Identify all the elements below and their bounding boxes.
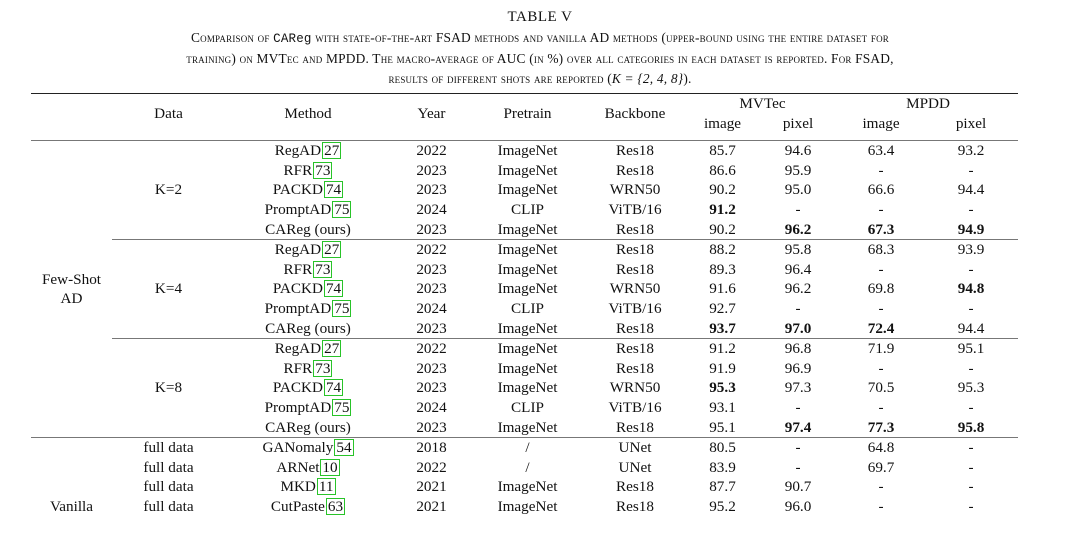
cell-method <box>225 180 391 200</box>
cell-mp-img: 69.8 <box>867 280 895 298</box>
section-vanilla <box>31 458 112 478</box>
cell-method <box>225 260 391 280</box>
cell-backbone: WRN50 <box>609 379 661 397</box>
cell-mp-pix: 94.4 <box>957 181 985 199</box>
table-row <box>31 338 1018 358</box>
cell-pretrain: CLIP <box>511 201 544 219</box>
citation-link[interactable]: 74 <box>325 280 342 298</box>
cell-mv-pix: 97.4 <box>784 418 812 436</box>
cell-mp-img: - <box>878 478 884 496</box>
cell-year: 2023 <box>416 359 447 377</box>
cell-pretrain: ImageNet <box>497 280 558 298</box>
cell-method <box>225 417 391 437</box>
cell-mv-img: 95.1 <box>709 418 736 436</box>
cell-mp-pix: - <box>924 437 1018 457</box>
cell-year: 2023 <box>416 220 447 238</box>
method-name: RegAD <box>274 241 322 259</box>
citation-link[interactable]: 10 <box>322 458 338 476</box>
section-vanilla <box>31 437 112 457</box>
cell-mv-img: 86.6 <box>709 161 736 179</box>
cell-mp-pix: - <box>968 458 974 476</box>
cell-backbone: WRN50 <box>609 280 661 298</box>
cell-year: 2023 <box>416 319 447 337</box>
cell-method <box>225 318 391 338</box>
cell-year: 2024 <box>416 201 447 219</box>
cell-year: 2021 <box>416 497 447 515</box>
method-name: PACKD <box>272 181 323 199</box>
cell-mv-img: 83.9 <box>709 458 736 476</box>
header-row-1 <box>31 94 1018 115</box>
cell-mv-img: 91.6 <box>709 280 736 298</box>
header-mvtec-image: image <box>703 115 742 132</box>
cell-mv-img: 90.2 <box>709 220 736 238</box>
cell-mp-pix: - <box>968 161 974 179</box>
header-mvtec-pixel: pixel <box>782 115 814 132</box>
cell-mp-img: 72.4 <box>867 319 895 337</box>
method-name: PromptAD <box>264 201 332 219</box>
cell-mp-pix: - <box>968 399 974 417</box>
cell-mv-pix: 96.0 <box>784 497 812 515</box>
cell-mv-pix: 94.6 <box>758 141 838 161</box>
citation-link[interactable]: 27 <box>324 340 340 358</box>
cell-mv-img: 95.2 <box>709 497 736 515</box>
cell-mv-pix: 97.0 <box>784 319 812 337</box>
header-section <box>31 94 112 135</box>
cell-mv-img: 90.2 <box>709 181 736 199</box>
results-body <box>31 141 1018 517</box>
citation-link[interactable]: 73 <box>315 161 331 179</box>
cell-mp-img: 70.5 <box>867 379 895 397</box>
method-name: PromptAD <box>264 399 332 417</box>
citation-link[interactable]: 75 <box>334 300 350 318</box>
cell-year: 2021 <box>416 478 447 496</box>
method-name: MKD <box>280 478 316 496</box>
cell-mv-img: 80.5 <box>687 437 758 457</box>
cell-mp-pix: 95.8 <box>957 418 985 436</box>
cell-backbone: Res18 <box>583 338 687 358</box>
cell-pretrain: ImageNet <box>497 220 558 238</box>
cell-mp-img: - <box>878 260 884 278</box>
cell-method <box>225 378 391 398</box>
cell-mp-pix: 93.9 <box>924 239 1018 259</box>
cell-year: 2022 <box>391 239 472 259</box>
cell-mp-img: 69.7 <box>867 458 895 476</box>
header-year: Year <box>391 94 472 135</box>
cell-backbone: ViTB/16 <box>608 399 662 417</box>
cell-mv-pix: 95.0 <box>784 181 812 199</box>
table-row <box>31 497 1018 517</box>
cell-mp-img: 64.8 <box>838 437 924 457</box>
cell-mp-pix: - <box>968 300 974 318</box>
cell-year: 2023 <box>416 161 447 179</box>
cell-mv-img: 95.3 <box>709 379 736 397</box>
cell-pretrain: ImageNet <box>497 478 558 496</box>
cell-mv-pix: - <box>758 437 838 457</box>
table-row <box>31 437 1018 457</box>
cell-data: full data <box>143 478 194 496</box>
cell-method <box>225 161 391 181</box>
cell-mv-pix: - <box>795 300 801 318</box>
cell-backbone: Res18 <box>616 319 654 337</box>
cell-backbone: UNet <box>583 437 687 457</box>
method-name: PACKD <box>272 379 323 397</box>
cell-year: 2023 <box>416 280 447 298</box>
cell-pretrain: ImageNet <box>497 161 558 179</box>
cell-backbone: ViTB/16 <box>608 201 662 219</box>
header-data: Data <box>112 94 225 135</box>
cell-mv-pix: - <box>795 458 801 476</box>
cell-mv-pix: 96.2 <box>784 220 812 238</box>
cell-pretrain: ImageNet <box>497 359 558 377</box>
cell-year: 2023 <box>416 379 447 397</box>
cell-backbone: Res18 <box>616 478 654 496</box>
group-label: K=8 <box>112 338 225 437</box>
cell-year: 2022 <box>391 141 472 161</box>
citation-link[interactable]: 75 <box>334 201 350 219</box>
cell-mv-img: 91.2 <box>687 338 758 358</box>
table-caption <box>20 8 1060 88</box>
group-label: K=4 <box>112 239 225 338</box>
table-row <box>31 477 1018 497</box>
cell-mv-img: 89.3 <box>709 260 736 278</box>
cell-pretrain: / <box>472 437 583 457</box>
method-name: GANomaly <box>262 439 334 457</box>
section-fewshot <box>31 141 112 438</box>
cell-backbone: Res18 <box>583 141 687 161</box>
table-row <box>31 239 1018 259</box>
cell-mp-pix: 95.3 <box>957 379 985 397</box>
citation-link[interactable]: 11 <box>318 478 334 496</box>
cell-mp-img: 71.9 <box>838 338 924 358</box>
cell-year: 2024 <box>416 300 447 318</box>
cell-mp-img: 63.4 <box>838 141 924 161</box>
cell-mv-pix: 95.9 <box>784 161 812 179</box>
method-name: RegAD <box>274 340 322 358</box>
cell-method <box>225 299 391 319</box>
cell-mv-pix: 96.8 <box>758 338 838 358</box>
method-name: RFR <box>283 161 313 179</box>
cell-backbone: WRN50 <box>609 181 661 199</box>
section-vanilla: Vanilla <box>49 497 94 515</box>
cell-year: 2018 <box>391 437 472 457</box>
cell-method <box>225 279 391 299</box>
table-row <box>31 458 1018 478</box>
cell-year: 2023 <box>416 260 447 278</box>
cell-pretrain: ImageNet <box>472 338 583 358</box>
cell-backbone: Res18 <box>616 220 654 238</box>
method-name: CutPaste <box>270 497 325 515</box>
cell-mv-img: 85.7 <box>687 141 758 161</box>
citation-link[interactable]: 75 <box>334 399 350 417</box>
method-name: RFR <box>283 260 313 278</box>
table-row <box>31 141 1018 161</box>
method-name: RegAD <box>274 142 322 160</box>
cell-mv-pix: - <box>795 399 801 417</box>
cell-mp-pix: 94.4 <box>957 319 985 337</box>
cell-mv-img: 88.2 <box>687 239 758 259</box>
citation-link[interactable]: 27 <box>324 241 340 259</box>
cell-mp-pix: - <box>968 359 974 377</box>
cell-mv-pix: 95.8 <box>758 239 838 259</box>
section-fewshot-line2: AD <box>60 289 83 307</box>
cell-backbone: Res18 <box>616 497 654 515</box>
cell-year: 2024 <box>416 399 447 417</box>
cell-year: 2023 <box>416 418 447 436</box>
citation-link[interactable]: 27 <box>324 142 340 160</box>
cell-backbone: Res18 <box>616 161 654 179</box>
cell-data: full data <box>143 497 194 515</box>
cell-mp-img: 67.3 <box>867 220 895 238</box>
caption-line-3: results of different shots are reported (K = {2, 4, 8}). <box>388 70 692 86</box>
cell-pretrain: ImageNet <box>472 239 583 259</box>
cell-pretrain: CLIP <box>511 399 544 417</box>
method-name: CAReg (ours) <box>265 319 351 337</box>
group-label: K=2 <box>112 141 225 240</box>
cell-pretrain: ImageNet <box>497 181 558 199</box>
cell-mp-pix: - <box>968 260 974 278</box>
citation-link[interactable]: 73 <box>315 260 331 278</box>
cell-method <box>225 477 391 497</box>
cell-year: 2023 <box>416 181 447 199</box>
header-mpdd-pixel: pixel <box>955 115 987 132</box>
cell-mp-img: 77.3 <box>867 418 895 436</box>
cell-pretrain: ImageNet <box>497 418 558 436</box>
cell-backbone: Res18 <box>616 260 654 278</box>
cell-data: full data <box>143 458 194 476</box>
cell-backbone: ViTB/16 <box>608 300 662 318</box>
cell-mp-img: 68.3 <box>838 239 924 259</box>
cell-pretrain: ImageNet <box>472 141 583 161</box>
results-table <box>31 93 1018 516</box>
header-method: Method <box>225 94 391 135</box>
cell-mv-pix: - <box>795 201 801 219</box>
header-mpdd-image: image <box>862 115 900 132</box>
cell-mp-img: - <box>878 300 884 318</box>
cell-method <box>225 398 391 418</box>
cell-pretrain: / <box>525 458 530 476</box>
cell-method <box>225 219 391 239</box>
cell-mp-pix: - <box>968 497 974 515</box>
cell-mv-img: 87.7 <box>709 478 736 496</box>
cell-mp-img: - <box>878 359 884 377</box>
cell-backbone: Res18 <box>616 359 654 377</box>
cell-mv-img: 92.7 <box>709 300 736 318</box>
cell-mv-pix: 96.4 <box>784 260 812 278</box>
cell-method <box>225 141 391 161</box>
cell-data: full data <box>112 437 225 457</box>
header-mpdd: MPDD <box>838 94 1018 115</box>
cell-mv-pix: 90.7 <box>784 478 812 496</box>
cell-pretrain: ImageNet <box>497 319 558 337</box>
cell-mp-img: - <box>878 161 884 179</box>
cell-mv-pix: 96.9 <box>784 359 812 377</box>
cell-mv-img: 93.7 <box>709 319 736 337</box>
cell-method <box>225 458 391 478</box>
header-backbone: Backbone <box>583 94 687 135</box>
citation-link[interactable]: 63 <box>327 497 344 515</box>
cell-method <box>225 200 391 220</box>
citation-link[interactable]: 73 <box>315 359 331 377</box>
cell-mp-pix: 95.1 <box>924 338 1018 358</box>
cell-backbone: Res18 <box>616 418 654 436</box>
method-name: PromptAD <box>264 300 332 318</box>
method-name: CAReg (ours) <box>265 220 351 238</box>
cell-mv-img: 91.2 <box>709 201 736 219</box>
cell-method <box>225 239 391 259</box>
cell-backbone: UNet <box>618 458 652 476</box>
cell-mp-img: - <box>878 399 884 417</box>
method-name: CAReg (ours) <box>265 418 351 436</box>
cell-pretrain: ImageNet <box>497 497 558 515</box>
section-vanilla <box>31 477 112 497</box>
cell-pretrain: CLIP <box>511 300 544 318</box>
cell-mv-pix: 97.3 <box>784 379 812 397</box>
cell-year: 2022 <box>416 458 447 476</box>
cell-mv-img: 91.9 <box>709 359 736 377</box>
cell-mv-pix: 96.2 <box>784 280 812 298</box>
method-name: PACKD <box>272 280 323 298</box>
caption-method-name: CAReg <box>273 31 312 46</box>
citation-link[interactable]: 74 <box>325 181 342 199</box>
citation-link[interactable]: 74 <box>325 379 342 397</box>
cell-method <box>225 359 391 379</box>
cell-method <box>225 497 391 517</box>
cell-mp-pix: 94.9 <box>957 220 985 238</box>
section-fewshot-line1: Few-Shot <box>41 270 102 288</box>
cell-mp-img: 66.6 <box>867 181 895 199</box>
caption-line-2: training) on MVTec and MPDD. The macro-average of AUC (in %) over all categories in each dataset is reported. For FSAD, <box>186 51 894 66</box>
method-name: RFR <box>283 359 313 377</box>
caption-math: K = {2, 4, 8} <box>611 70 684 86</box>
cell-mv-img: 93.1 <box>709 399 736 417</box>
cell-pretrain: ImageNet <box>497 379 558 397</box>
cell-mp-img: - <box>878 201 884 219</box>
method-name: ARNet <box>276 458 320 476</box>
cell-mp-pix: 93.2 <box>924 141 1018 161</box>
cell-mp-pix: 94.8 <box>957 280 985 298</box>
cell-method <box>225 437 391 457</box>
cell-mp-pix: - <box>968 478 974 496</box>
cell-year: 2022 <box>391 338 472 358</box>
cell-mp-pix: - <box>968 201 974 219</box>
header-mvtec: MVTec <box>687 94 838 115</box>
caption-line-1: Comparison of CAReg with state-of-the-art FSAD methods and vanilla AD methods (upper-bound using the entire dataset for <box>191 29 889 46</box>
cell-method <box>225 338 391 358</box>
citation-link[interactable]: 54 <box>336 439 352 457</box>
cell-backbone: Res18 <box>583 239 687 259</box>
header-pretrain: Pretrain <box>472 94 583 135</box>
cell-pretrain: ImageNet <box>497 260 558 278</box>
table-label: TABLE V <box>507 9 573 25</box>
cell-mp-img: - <box>878 497 884 515</box>
